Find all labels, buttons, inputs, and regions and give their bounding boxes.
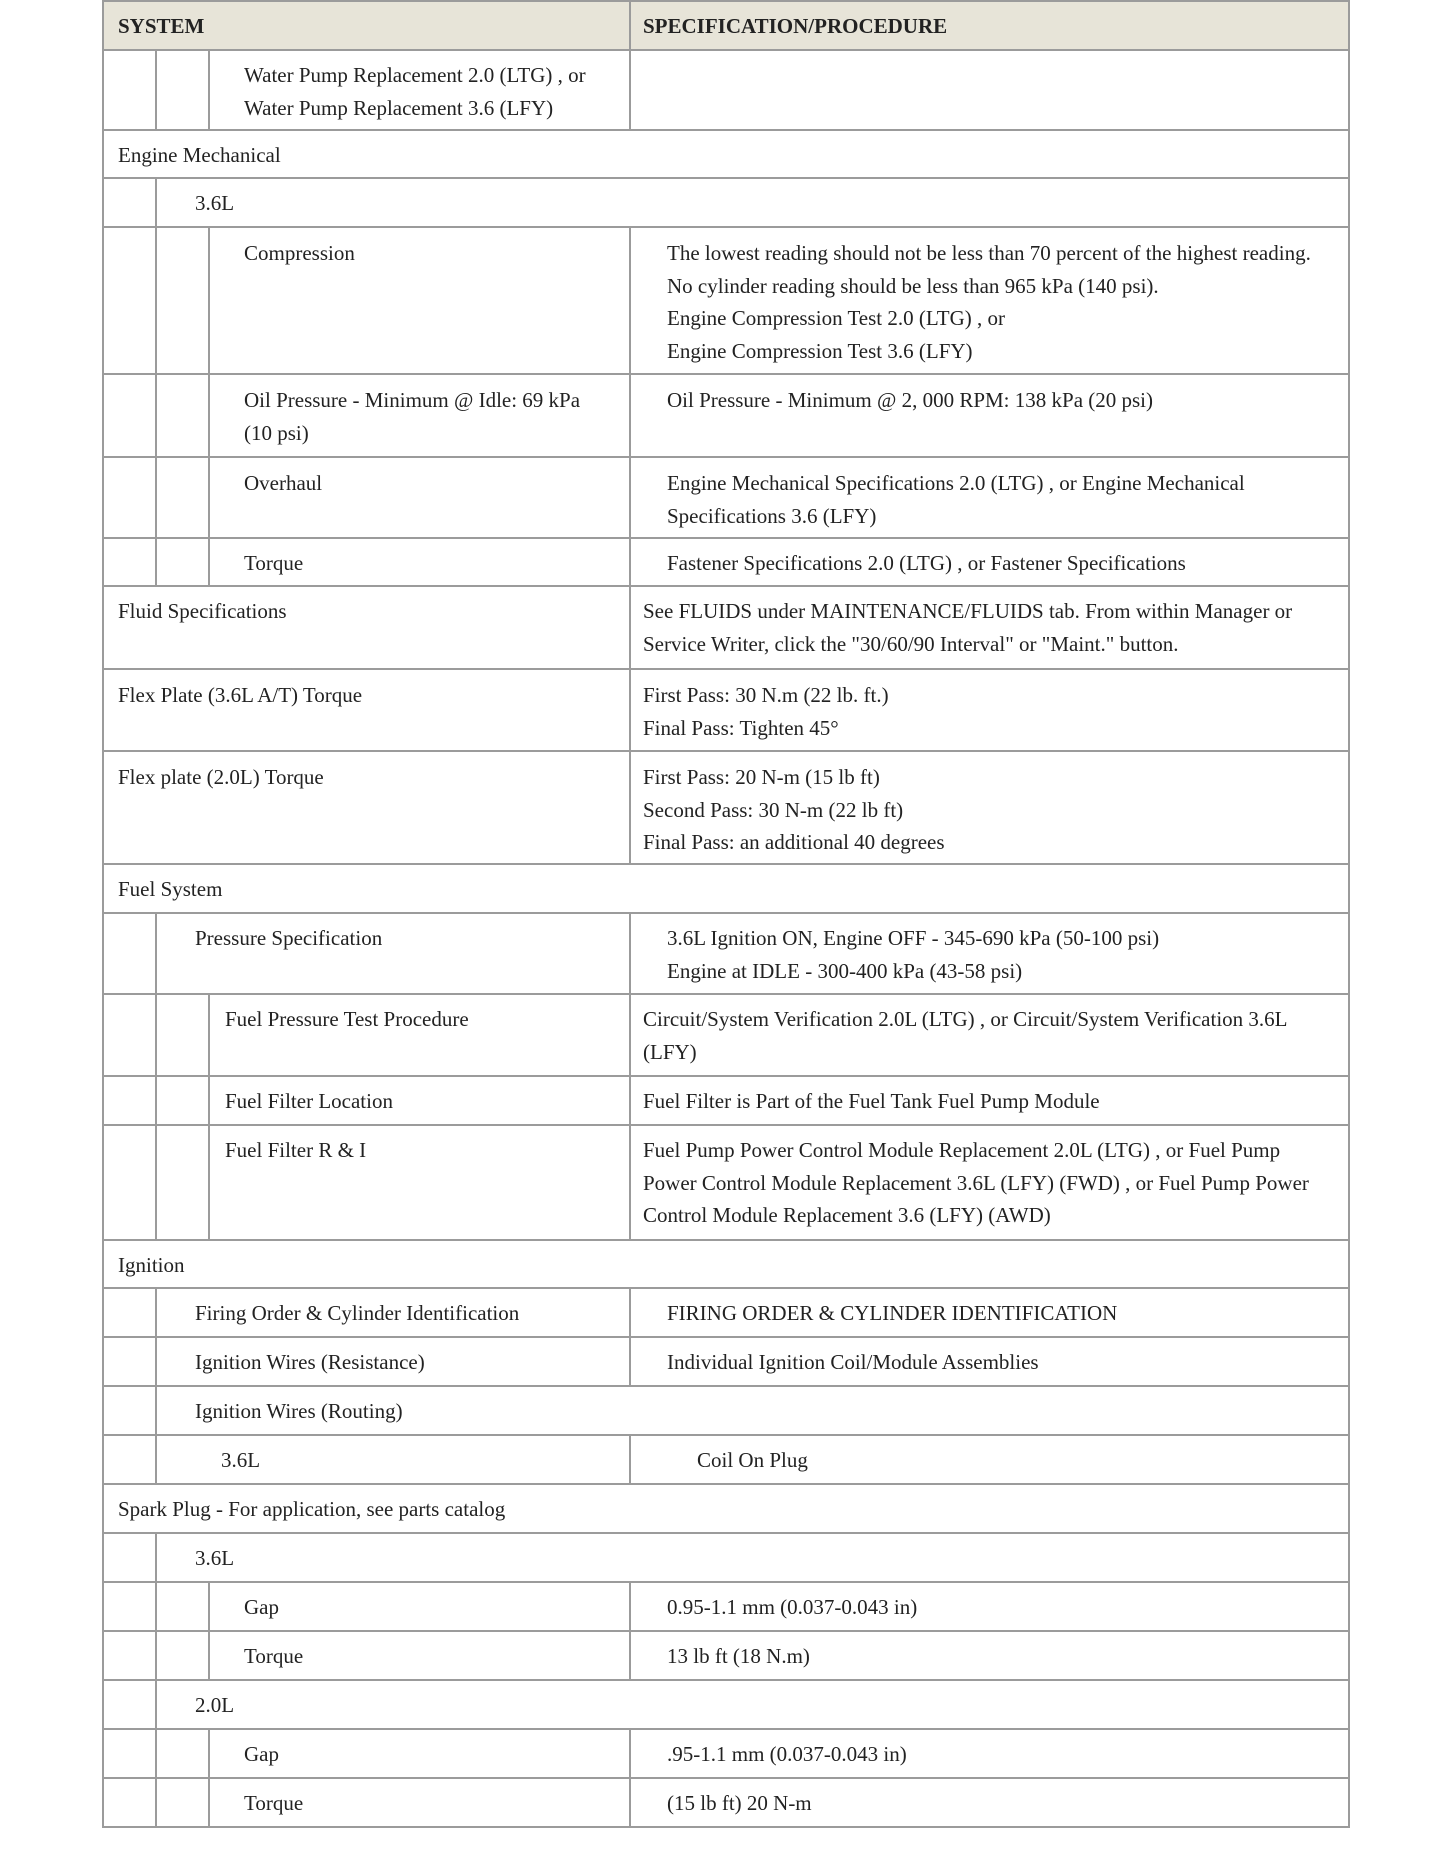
table-row xyxy=(102,179,1350,228)
system-cell xyxy=(195,1395,403,1428)
system-cell xyxy=(118,1249,185,1282)
system-cell xyxy=(118,139,281,172)
system-text: Ignition Wires (Resistance) xyxy=(195,1350,425,1374)
system-cell xyxy=(244,1591,279,1624)
spec-text: Fastener Specifications 2.0 (LTG) , or Fastener Specifications xyxy=(667,551,1186,575)
spec-text: No cylinder reading should be less than 965 kPa (140 psi). xyxy=(667,273,1159,298)
system-text: Compression xyxy=(244,241,355,265)
system-text: (10 psi) xyxy=(244,420,309,445)
column-divider xyxy=(208,1779,210,1826)
table-row xyxy=(102,587,1350,670)
spec-column-header: SPECIFICATION/PROCEDURE xyxy=(643,14,948,38)
system-text: Fuel Filter Location xyxy=(225,1089,393,1113)
system-text: Oil Pressure - Minimum @ Idle: 69 kPa xyxy=(244,388,581,412)
table-row xyxy=(102,375,1350,458)
table-row xyxy=(102,1436,1350,1485)
system-text: Gap xyxy=(244,1595,279,1619)
spec-text: Engine Compression Test 2.0 (LTG) , or xyxy=(667,306,1005,330)
system-cell xyxy=(225,1134,366,1167)
system-text: Spark Plug - For application, see parts catalog xyxy=(118,1497,506,1521)
column-divider xyxy=(155,995,157,1075)
column-divider xyxy=(208,995,210,1075)
spec-cell xyxy=(667,1591,917,1624)
system-cell xyxy=(244,384,580,449)
system-text: Fuel System xyxy=(118,877,223,901)
column-divider xyxy=(155,1289,157,1336)
table-header-row xyxy=(102,0,1350,51)
spec-text: 13 lb ft (18 N.m) xyxy=(667,1644,810,1668)
system-cell xyxy=(118,1493,505,1526)
table-row xyxy=(102,995,1350,1077)
spec-cell xyxy=(667,922,1159,987)
system-text: Firing Order & Cylinder Identification xyxy=(195,1301,520,1325)
table-row xyxy=(102,1338,1350,1387)
spec-text: The lowest reading should not be less than 70 percent of the highest reading. xyxy=(667,241,1311,265)
table-row xyxy=(102,1289,1350,1338)
system-text: 3.6L xyxy=(195,1546,235,1570)
spec-text: Engine Mechanical Specifications 2.0 (LTG) , or Engine Mechanical xyxy=(667,471,1245,495)
system-cell xyxy=(118,679,362,712)
column-divider xyxy=(629,539,631,585)
spec-text: Final Pass: an additional 40 degrees xyxy=(643,830,945,854)
system-text: Fuel Pressure Test Procedure xyxy=(225,1007,469,1031)
column-divider xyxy=(208,228,210,373)
system-text: Overhaul xyxy=(244,471,323,495)
table-row xyxy=(102,539,1350,587)
table-row xyxy=(102,1583,1350,1632)
system-cell xyxy=(195,1689,234,1722)
system-cell xyxy=(195,922,382,955)
system-cell xyxy=(225,1085,393,1118)
system-text: Fuel Filter R & I xyxy=(225,1138,367,1162)
column-divider xyxy=(155,1632,157,1679)
system-text: Water Pump Replacement 3.6 (LFY) xyxy=(244,95,554,120)
spec-cell xyxy=(643,595,1292,660)
column-divider xyxy=(155,1126,157,1239)
spec-text: Coil On Plug xyxy=(697,1448,808,1472)
system-text: Flex plate (2.0L) Torque xyxy=(118,765,324,789)
column-divider xyxy=(629,1583,631,1630)
spec-table xyxy=(102,0,1350,1828)
column-divider xyxy=(629,375,631,456)
system-cell xyxy=(195,1542,234,1575)
table-row xyxy=(102,1126,1350,1241)
column-divider xyxy=(155,228,157,373)
system-text: Torque xyxy=(244,1791,304,1815)
spec-text: 0.95-1.1 mm (0.037-0.043 in) xyxy=(667,1595,918,1619)
table-row xyxy=(102,458,1350,539)
column-divider xyxy=(629,914,631,993)
column-divider xyxy=(629,1077,631,1124)
spec-text: Circuit/System Verification 2.0L (LTG) , or Circuit/System Verification 3.6L xyxy=(643,1007,1288,1031)
spec-text: First Pass: 30 N.m (22 lb. ft.) xyxy=(643,683,889,707)
system-text: Flex Plate (3.6L A/T) Torque xyxy=(118,683,363,707)
spec-text: Engine at IDLE - 300-400 kPa (43-58 psi) xyxy=(667,958,1023,983)
spec-text: Engine Compression Test 3.6 (LFY) xyxy=(667,338,973,363)
system-text: Pressure Specification xyxy=(195,926,383,950)
spec-cell xyxy=(667,547,1186,580)
table-row xyxy=(102,670,1350,752)
table-row xyxy=(102,51,1350,131)
system-text: Engine Mechanical xyxy=(118,143,281,167)
spec-cell xyxy=(667,1787,812,1820)
table-row xyxy=(102,1387,1350,1436)
column-divider xyxy=(155,1779,157,1826)
system-text: Torque xyxy=(244,1644,304,1668)
table-row xyxy=(102,131,1350,179)
column-divider xyxy=(629,995,631,1075)
spec-text: Service Writer, click the "30/60/90 Interval" or "Maint." button. xyxy=(643,631,1179,656)
spec-cell xyxy=(667,1346,1039,1379)
column-divider xyxy=(629,1338,631,1385)
spec-text: First Pass: 20 N-m (15 lb ft) xyxy=(643,765,880,789)
column-divider xyxy=(629,1289,631,1336)
column-divider xyxy=(208,539,210,585)
column-divider xyxy=(629,458,631,537)
spec-cell xyxy=(643,1085,1100,1118)
column-divider xyxy=(155,179,157,226)
spec-text: (LFY) xyxy=(643,1039,697,1064)
system-column-header: SYSTEM xyxy=(118,14,205,38)
table-row xyxy=(102,752,1350,865)
column-divider xyxy=(155,51,157,129)
table-row xyxy=(102,1632,1350,1681)
system-cell xyxy=(244,1738,279,1771)
spec-text: Oil Pressure - Minimum @ 2, 000 RPM: 138 kPa (20 psi) xyxy=(667,388,1154,412)
table-row xyxy=(102,865,1350,914)
column-divider xyxy=(155,375,157,456)
column-divider xyxy=(208,375,210,456)
system-text: Fluid Specifications xyxy=(118,599,287,623)
column-divider xyxy=(208,51,210,129)
spec-cell xyxy=(667,1640,810,1673)
spec-cell xyxy=(667,384,1153,417)
table-row xyxy=(102,1534,1350,1583)
spec-cell xyxy=(643,761,945,859)
spec-cell xyxy=(643,679,889,744)
column-divider xyxy=(155,1681,157,1728)
column-divider xyxy=(155,458,157,537)
spec-cell xyxy=(667,237,1311,367)
column-divider xyxy=(155,914,157,993)
system-text: Ignition Wires (Routing) xyxy=(195,1399,403,1423)
column-divider xyxy=(208,1126,210,1239)
system-cell xyxy=(195,187,234,220)
system-text: 3.6L xyxy=(221,1448,261,1472)
table-row xyxy=(102,1779,1350,1828)
spec-cell xyxy=(643,1134,1309,1232)
system-cell xyxy=(118,761,324,794)
column-divider xyxy=(155,1730,157,1777)
spec-text: Second Pass: 30 N-m (22 lb ft) xyxy=(643,797,904,822)
column-divider xyxy=(155,1387,157,1434)
table-row xyxy=(102,1485,1350,1534)
column-divider xyxy=(629,1436,631,1483)
system-text: 3.6L xyxy=(195,191,235,215)
column-divider xyxy=(629,1126,631,1239)
spec-text: FIRING ORDER & CYLINDER IDENTIFICATION xyxy=(667,1301,1118,1325)
spec-text: Final Pass: Tighten 45° xyxy=(643,715,839,740)
spec-text: 3.6L Ignition ON, Engine OFF - 345-690 kPa (50-100 psi) xyxy=(667,926,1160,950)
spec-cell xyxy=(667,1738,907,1771)
column-divider xyxy=(629,1730,631,1777)
system-text: Torque xyxy=(244,551,304,575)
spec-text: Specifications 3.6 (LFY) xyxy=(667,503,877,528)
spec-text: (15 lb ft) 20 N-m xyxy=(667,1791,812,1815)
system-cell xyxy=(244,237,355,270)
column-divider xyxy=(629,670,631,750)
table-row xyxy=(102,1077,1350,1126)
column-divider xyxy=(208,1077,210,1124)
spec-cell xyxy=(643,1003,1288,1068)
spec-text: Fuel Pump Power Control Module Replacement 2.0L (LTG) , or Fuel Pump xyxy=(643,1138,1281,1162)
system-cell xyxy=(118,873,222,906)
table-row xyxy=(102,1241,1350,1289)
spec-text: Fuel Filter is Part of the Fuel Tank Fuel Pump Module xyxy=(643,1089,1100,1113)
table-row xyxy=(102,1730,1350,1779)
spec-cell xyxy=(667,1297,1117,1330)
system-cell xyxy=(244,1640,303,1673)
system-text: Gap xyxy=(244,1742,279,1766)
system-cell xyxy=(195,1297,519,1330)
system-cell xyxy=(244,547,303,580)
column-divider xyxy=(155,1583,157,1630)
table-row xyxy=(102,1681,1350,1730)
system-cell xyxy=(118,595,287,628)
table-row xyxy=(102,914,1350,995)
column-divider xyxy=(208,1730,210,1777)
spec-text: Power Control Module Replacement 3.6L (LFY) (FWD) , or Fuel Pump Power xyxy=(643,1170,1309,1195)
system-cell xyxy=(244,1787,303,1820)
system-text: Ignition xyxy=(118,1253,185,1277)
column-divider xyxy=(208,1632,210,1679)
column-divider xyxy=(155,539,157,585)
spec-text: Individual Ignition Coil/Module Assemblies xyxy=(667,1350,1039,1374)
system-text: Water Pump Replacement 2.0 (LTG) , or xyxy=(244,63,586,87)
spec-cell xyxy=(697,1444,808,1477)
system-cell xyxy=(244,59,586,124)
column-divider xyxy=(155,1534,157,1581)
system-cell xyxy=(195,1346,425,1379)
system-text: 2.0L xyxy=(195,1693,235,1717)
spec-text: See FLUIDS under MAINTENANCE/FLUIDS tab. From within Manager or xyxy=(643,599,1293,623)
column-divider xyxy=(155,1436,157,1483)
spec-cell xyxy=(667,467,1245,532)
system-cell xyxy=(244,467,322,500)
spec-text: Control Module Replacement 3.6 (LFY) (AWD) xyxy=(643,1203,1051,1227)
column-divider xyxy=(629,1632,631,1679)
column-divider xyxy=(629,587,631,668)
column-divider xyxy=(629,752,631,863)
column-divider xyxy=(629,51,631,129)
column-divider xyxy=(208,458,210,537)
system-cell xyxy=(225,1003,469,1036)
column-divider xyxy=(155,1077,157,1124)
table-row xyxy=(102,228,1350,375)
spec-text: .95-1.1 mm (0.037-0.043 in) xyxy=(667,1742,907,1766)
system-cell xyxy=(221,1444,260,1477)
column-divider xyxy=(629,228,631,373)
column-divider xyxy=(208,1583,210,1630)
column-divider xyxy=(629,1779,631,1826)
column-divider xyxy=(155,1338,157,1385)
